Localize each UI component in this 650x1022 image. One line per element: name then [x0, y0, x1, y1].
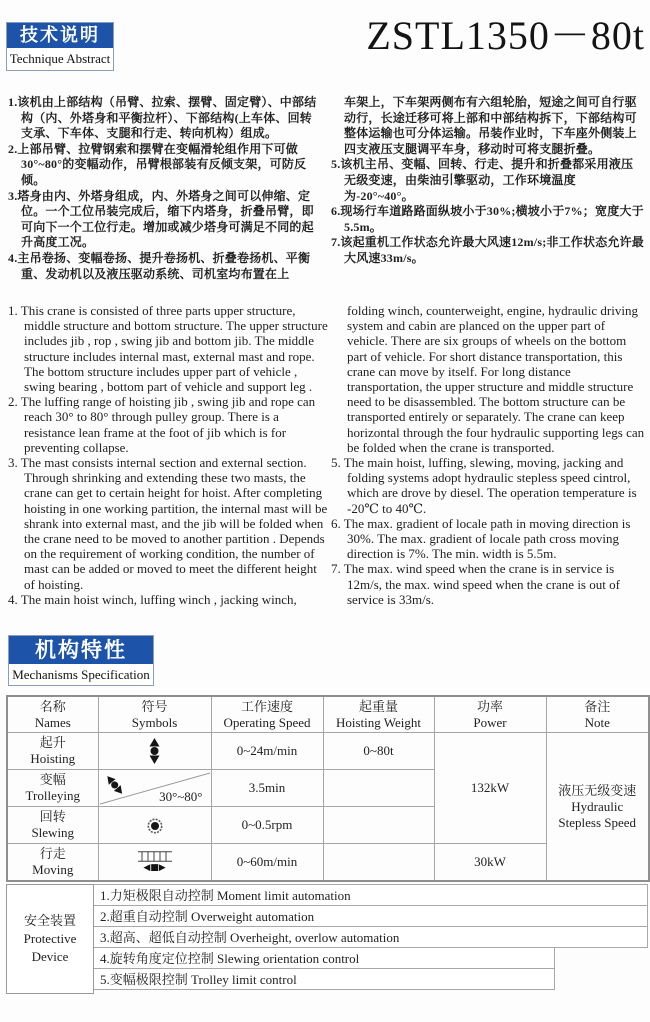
luffing-range-label: 30°~80°: [159, 789, 203, 804]
mechanisms-spec-table: [6, 695, 650, 882]
slewing-name: [7, 807, 98, 844]
moving-name: [7, 844, 98, 882]
header-power: [434, 696, 546, 733]
moving-symbol-cell: [98, 844, 211, 882]
header-speed-zh: 工作速度: [240, 698, 293, 714]
hoisting-name-en: Hoisting: [30, 751, 76, 766]
header-symbols-en: Symbols: [131, 714, 178, 730]
mechanisms-heading-en: Mechanisms Specification: [9, 664, 153, 685]
technique-heading-en: Technique Abstract: [7, 48, 113, 70]
protective-item-4: 4.旋转角度定位控制 Slewing orientation control: [94, 947, 555, 969]
header-operating-speed: [211, 696, 323, 733]
moving-name-zh: 行走: [39, 846, 66, 861]
header-names-zh: 名称: [39, 698, 66, 714]
zh-item-4: 4.主吊卷扬、变幅卷扬、提升卷扬机、折叠卷扬机、平衡重、发动机以及液压驱动系统、司机室均布置在上: [8, 250, 311, 281]
zh-item-1: 1.该机由上部结构（吊臂、拉索、摆臂、固定臂）、中部结构（内、外塔身和平衡拉杆）、下部结构(上车体、回转支承、下车体、支腿和行走、转向机构）组成。: [8, 95, 317, 141]
power-main-value: 132kW: [434, 733, 546, 844]
moving-name-en: Moving: [32, 862, 74, 877]
technique-abstract-header: [6, 22, 114, 71]
note-en-2: Stepless Speed: [558, 814, 637, 830]
page-title: ZSTL1350－80t: [366, 13, 645, 58]
note-en-1: Hydraulic: [571, 798, 624, 814]
protective-label-en-1: Protective: [23, 931, 77, 946]
ring-dot-icon: [147, 818, 163, 834]
header-power-zh: 功率: [476, 698, 503, 714]
header-weight-en: Hoisting Weight: [335, 714, 422, 730]
zh-item-2: 2.上部吊臂、拉臂钢索和摆臂在变幅滑轮组作用下可做30°~80°的变幅动作，吊臂根部装有反倾支架，可防反倾。: [8, 141, 307, 187]
chinese-text-right-column: [331, 95, 645, 267]
header-symbols-zh: 符号: [141, 698, 168, 714]
trolleying-symbol-cell: [98, 770, 211, 807]
english-text-right-column: [331, 303, 648, 607]
header-power-en: Power: [473, 714, 507, 730]
hoisting-weight: 0~80t: [323, 733, 434, 770]
up-down-arrow-dot-icon: [149, 738, 160, 764]
spec-table-header-row: [7, 696, 649, 733]
trolleying-name-zh: 变幅: [39, 772, 66, 787]
en-item-4-continued: folding winch, counterweight, engine, hydraulic driving system and cabin are planced on the upper part of vehicle. There are six groups of wheels on the bottom part of vehicle. For short distance transportation, this crane can move by itself. For long distance transportation, the upper structure and middle structure need to be disassembled. The bottom structure can be transported entirely or separately. The crane can keep horizontal through the four hydraulic supporting legs can be folded when the crane is transported.: [347, 303, 645, 455]
header-names-en: Names: [34, 714, 71, 730]
protective-item-3: 3.超高、超低自动控制 Overheight, overlow automation: [94, 926, 648, 948]
zh-item-3: 3.塔身由内、外塔身组成，内、外塔身之间可以伸缩、定位。一个工位吊装完成后，缩下内塔身，折叠吊臂，即可向下一个工位行走。增加或减少塔身可满足不同的起升高度工况。: [8, 188, 314, 250]
header-hoisting-weight: [323, 696, 434, 733]
slewing-speed: 0~0.5rpm: [211, 807, 323, 844]
zh-item-4-continued: 车架上，下车架两侧布有六组轮胎，短途之间可自行驱动行，长途迁移可将上部和中部结构拆下，下部结构可整体运输也可分体运输。吊装作业时，下车座外侧装上四支液压支腿调平车身，移动时可将支腿折叠。: [344, 95, 637, 156]
table-row-hoisting: [7, 733, 649, 770]
protective-item-1: 1.力矩极限自动控制 Moment limit automation: [94, 884, 648, 906]
hoisting-speed: 0~24m/min: [211, 733, 323, 770]
slewing-name-en: Slewing: [31, 825, 75, 840]
trolleying-weight: [323, 770, 434, 807]
english-text-left-column: [8, 303, 328, 607]
hoisting-name-zh: 起升: [39, 735, 66, 750]
en-item-3: 3. The mast consists internal section and external section. Through shrinking and extending these two masts, the crane can get to certain height for hoist. After completing hoisting in one working partition, the internal mast will be shrank into external mast, and the jib will be folded when the crane need to be moved to another partition . Depends on the requirement of working condition, the number of mast can be added or moved to meet the different height of hoisting.: [8, 455, 328, 592]
chinese-text-left-column: [8, 95, 322, 282]
en-item-1: 1. This crane is consisted of three parts upper structure, middle structure and bottom structure. The upper structure includes jib , rop , swing jib and bottom jib. The middle structure includes internal mast, external mast and rope. The bottom structure includes upper part of vehicle , swing bearing , bottom part of vehicle and support leg .: [8, 303, 328, 395]
en-item-2: 2. The luffing range of hoisting jib , swing jib and rope can reach 30° to 80° through pulley group. There is a resistance lean frame at the foot of jib which is for preventing collapse.: [8, 394, 316, 455]
protective-item-5: 5.变幅极限控制 Trolley limit control: [94, 968, 555, 990]
en-item-6: 6. The max. gradient of locale path in moving direction is 30%. The max. gradient of locale path cross moving direction is 7%. The min. width is 5.5m.: [331, 515, 631, 562]
note-cell: [546, 733, 649, 882]
protective-label-zh: 安全装置: [23, 913, 76, 928]
protective-device-label: [6, 884, 94, 994]
power-moving-value: 30kW: [434, 844, 546, 882]
mechanisms-heading-zh: 机构特性: [9, 636, 153, 664]
zh-item-7: 7.该起重机工作状态允许最大风速12m/s;非工作状态允许最大风速33m/s。: [331, 235, 644, 265]
header-note-en: Note: [584, 714, 610, 730]
header-speed-en: Operating Speed: [223, 714, 311, 730]
trolleying-name-en: Trolleying: [25, 788, 80, 803]
en-item-4: 4. The main hoist winch, luffing winch , jacking winch,: [8, 591, 297, 607]
zh-item-6: 6.现场行车道路路面纵坡小于30%;横坡小于7%；宽度大于5.5m。: [331, 204, 644, 234]
zh-item-5: 5.该机主吊、变幅、回转、行走、提升和折叠都采用液压无级变速，由柴油引擎驱动，工作环境温度为-20°~40°。: [331, 157, 634, 203]
protective-item-2: 2.超重自动控制 Overweight automation: [94, 905, 648, 927]
mechanisms-specification-header: [8, 635, 154, 686]
slewing-name-zh: 回转: [39, 809, 66, 824]
trolleying-name: [7, 770, 98, 807]
header-names: [7, 696, 98, 733]
moving-weight: [323, 844, 434, 882]
protective-device-table: [6, 884, 648, 994]
header-note-zh: 备注: [584, 698, 611, 714]
protective-rows: [94, 884, 648, 994]
left-square-right-arrow-glyph: ◀■▶: [143, 863, 166, 873]
slewing-symbol-cell: [98, 807, 211, 844]
technique-heading-zh: 技术说明: [7, 23, 113, 48]
header-note: [546, 696, 649, 733]
en-item-5: 5. The main hoist, luffing, slewing, moving, jacking and folding systems adopt hydraulic stepless speed cintrol, which are drove by diesel. The operation temperature is -20℃ to 40℃.: [331, 455, 637, 516]
header-weight-zh: 起重量: [358, 698, 398, 714]
en-item-7: 7. The max. wind speed when the crane is in service is 12m/s, the max. wind speed when the crane is out of service is 33m/s.: [331, 561, 620, 607]
hoisting-name: [7, 733, 98, 770]
hoisting-symbol-cell: [98, 733, 211, 770]
note-zh: 液压无级变速: [558, 782, 637, 798]
slewing-weight: [323, 807, 434, 844]
protective-label-en-2: Device: [31, 949, 69, 964]
trolleying-speed: 3.5min: [211, 770, 323, 807]
track-left-right-arrow-icon: [99, 851, 211, 873]
header-symbols: [98, 696, 211, 733]
moving-speed: 0~60m/min: [211, 844, 323, 882]
